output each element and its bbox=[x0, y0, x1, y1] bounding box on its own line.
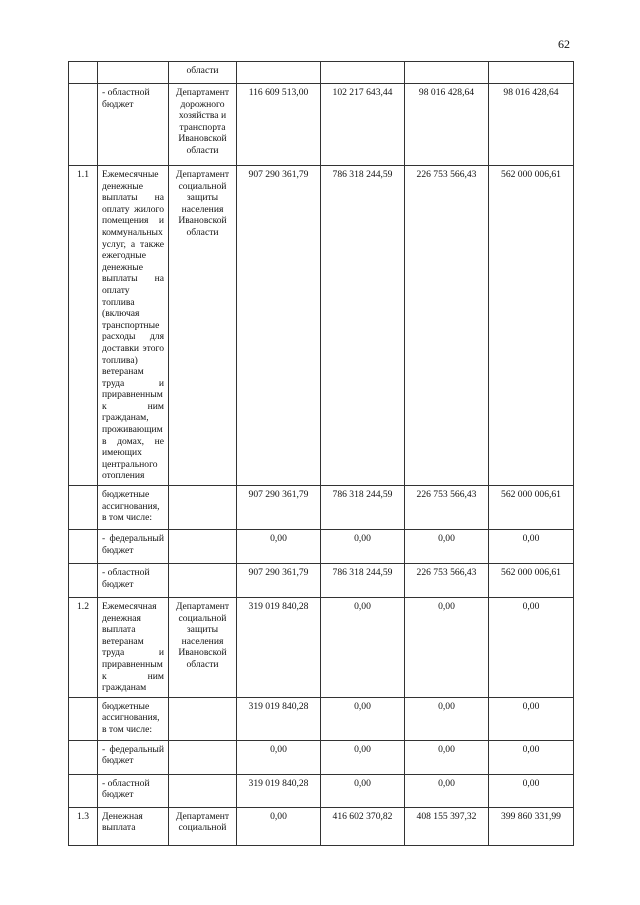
row-number bbox=[69, 774, 98, 807]
value-cell: 0,00 bbox=[321, 740, 405, 774]
row-name bbox=[98, 62, 169, 84]
row-executor: Департамент дорожного хозяйства и транспорта Ивановской области bbox=[169, 84, 237, 166]
row-number bbox=[69, 740, 98, 774]
table-row bbox=[69, 807, 574, 845]
row-number bbox=[69, 530, 98, 564]
row-executor: Департамент социальной защиты населения Ивановской области bbox=[169, 598, 237, 698]
value-cell: 786 318 244,59 bbox=[321, 486, 405, 530]
value-cell: 907 290 361,79 bbox=[237, 564, 321, 598]
row-name: Ежемесячная денежная выплата ветеранам труда и приравненным к ним гражданам bbox=[98, 598, 169, 698]
value-cell: 0,00 bbox=[405, 530, 489, 564]
row-number bbox=[69, 564, 98, 598]
value-cell bbox=[321, 62, 405, 84]
value-cell: 0,00 bbox=[321, 697, 405, 740]
row-executor bbox=[169, 740, 237, 774]
page-number: 62 bbox=[558, 37, 570, 51]
value-cell: 562 000 006,61 bbox=[489, 486, 574, 530]
value-cell: 0,00 bbox=[237, 740, 321, 774]
row-executor: области bbox=[169, 62, 237, 84]
value-cell: 786 318 244,59 bbox=[321, 564, 405, 598]
table-row bbox=[69, 530, 574, 564]
row-number bbox=[69, 84, 98, 166]
row-name: - областной бюджет bbox=[98, 84, 169, 166]
value-cell: 0,00 bbox=[489, 740, 574, 774]
row-executor: Департамент социальной защиты населения Ивановской области bbox=[169, 166, 237, 486]
row-executor: Департамент социальной bbox=[169, 807, 237, 845]
value-cell: 226 753 566,43 bbox=[405, 166, 489, 486]
row-number bbox=[69, 486, 98, 530]
value-cell: 0,00 bbox=[405, 697, 489, 740]
value-cell: 98 016 428,64 bbox=[489, 84, 574, 166]
value-cell: 98 016 428,64 bbox=[405, 84, 489, 166]
value-cell: 0,00 bbox=[489, 598, 574, 698]
row-number: 1.2 bbox=[69, 598, 98, 698]
table-row bbox=[69, 774, 574, 807]
value-cell: 0,00 bbox=[321, 530, 405, 564]
value-cell: 907 290 361,79 bbox=[237, 486, 321, 530]
value-cell: 408 155 397,32 bbox=[405, 807, 489, 845]
value-cell: 786 318 244,59 bbox=[321, 166, 405, 486]
row-name: - областной бюджет bbox=[98, 564, 169, 598]
value-cell: 0,00 bbox=[405, 774, 489, 807]
row-number: 1.3 bbox=[69, 807, 98, 845]
value-cell: 319 019 840,28 bbox=[237, 697, 321, 740]
row-executor bbox=[169, 697, 237, 740]
row-name: - федеральный бюджет bbox=[98, 740, 169, 774]
value-cell: 0,00 bbox=[489, 697, 574, 740]
value-cell: 319 019 840,28 bbox=[237, 774, 321, 807]
budget-table bbox=[68, 61, 574, 846]
value-cell: 399 860 331,99 bbox=[489, 807, 574, 845]
value-cell: 226 753 566,43 bbox=[405, 564, 489, 598]
row-name: - федеральный бюджет bbox=[98, 530, 169, 564]
value-cell: 0,00 bbox=[405, 740, 489, 774]
table-row bbox=[69, 598, 574, 698]
value-cell: 0,00 bbox=[237, 807, 321, 845]
row-name: бюджетные ассигнования, в том числе: bbox=[98, 486, 169, 530]
value-cell: 0,00 bbox=[489, 774, 574, 807]
value-cell: 0,00 bbox=[237, 530, 321, 564]
table-row bbox=[69, 564, 574, 598]
row-executor bbox=[169, 486, 237, 530]
table-row bbox=[69, 62, 574, 84]
table-row bbox=[69, 740, 574, 774]
table-row bbox=[69, 697, 574, 740]
row-number bbox=[69, 697, 98, 740]
row-executor bbox=[169, 774, 237, 807]
row-executor bbox=[169, 530, 237, 564]
value-cell: 562 000 006,61 bbox=[489, 564, 574, 598]
row-number: 1.1 bbox=[69, 166, 98, 486]
value-cell: 0,00 bbox=[405, 598, 489, 698]
value-cell: 416 602 370,82 bbox=[321, 807, 405, 845]
row-name: Денежная выплата bbox=[98, 807, 169, 845]
row-name: бюджетные ассигнования, в том числе: bbox=[98, 697, 169, 740]
value-cell bbox=[489, 62, 574, 84]
value-cell bbox=[405, 62, 489, 84]
value-cell: 0,00 bbox=[321, 774, 405, 807]
table-row bbox=[69, 166, 574, 486]
table-row bbox=[69, 486, 574, 530]
value-cell: 102 217 643,44 bbox=[321, 84, 405, 166]
value-cell: 0,00 bbox=[321, 598, 405, 698]
row-executor bbox=[169, 564, 237, 598]
table-row bbox=[69, 84, 574, 166]
value-cell: 562 000 006,61 bbox=[489, 166, 574, 486]
value-cell: 319 019 840,28 bbox=[237, 598, 321, 698]
value-cell: 0,00 bbox=[489, 530, 574, 564]
row-number bbox=[69, 62, 98, 84]
value-cell bbox=[237, 62, 321, 84]
row-name: Ежемесячные денежные выплаты на оплату жилого помещения и коммунальных услуг, а также ежегодные денежные выплаты на оплату топлива (включая транспортные расходы для доставки этого топлива) ветеранам труда и приравненным к ним гражданам, проживающим в домах, не имеющих центрального отопления bbox=[98, 166, 169, 486]
value-cell: 907 290 361,79 bbox=[237, 166, 321, 486]
value-cell: 226 753 566,43 bbox=[405, 486, 489, 530]
row-name: - областной бюджет bbox=[98, 774, 169, 807]
value-cell: 116 609 513,00 bbox=[237, 84, 321, 166]
